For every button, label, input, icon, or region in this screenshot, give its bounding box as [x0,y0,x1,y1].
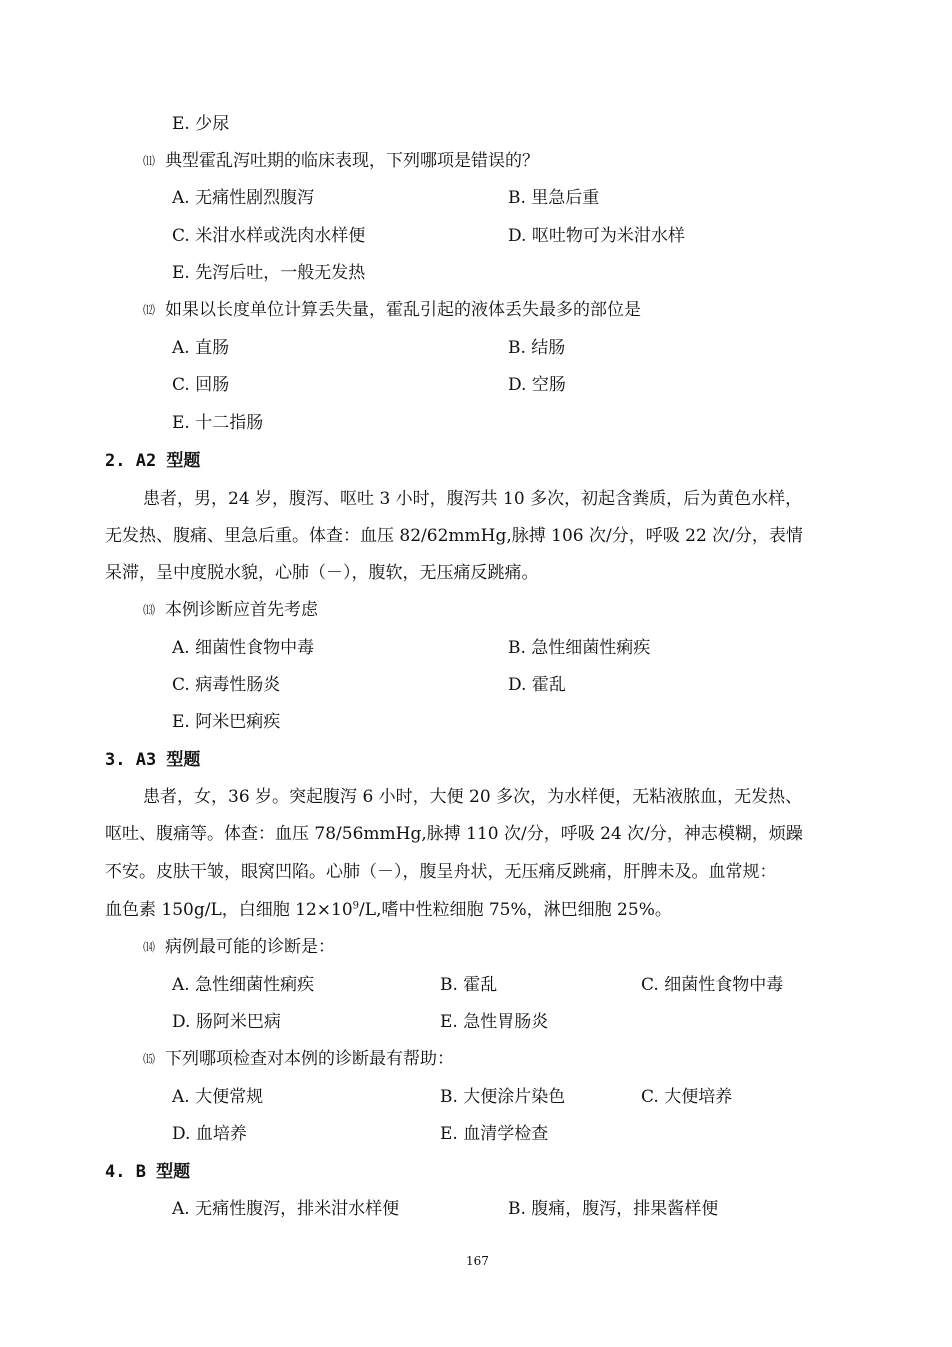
q13-option-c: C. 病毒性肠炎 [172,675,281,695]
section-b-heading: 4. B 型题 [105,1162,191,1182]
q12-option-b: B. 结肠 [508,338,566,358]
b-option-b: B. 腹痛，腹泻，排果酱样便 [508,1199,719,1219]
q12-number: ⑿ [143,303,156,317]
q15-option-e: E. 血清学检查 [440,1124,549,1144]
case2-line-4-part-2: /L,嗜中性粒细胞 75%，淋巴细胞 25%。 [359,900,672,920]
q15-stem-text: 下列哪项检查对本例的诊断最有帮助： [165,1049,454,1069]
q13-option-a: A. 细菌性食物中毒 [172,638,315,658]
case2-line-4 [105,899,672,921]
case1-line-3: 呆滞，呈中度脱水貌，心肺（－），腹软，无压痛反跳痛。 [105,563,539,583]
case2-line-2: 呕吐、腹痛等。体查：血压 78/56mmHg,脉搏 110 次/分，呼吸 24 次/分，神志模糊，烦躁 [105,824,803,844]
case1-line-2: 无发热、腹痛、里急后重。体查：血压 82/62mmHg,脉搏 106 次/分，呼吸 22 次/分，表情 [105,526,803,546]
b-option-a: A. 无痛性腹泻，排米泔水样便 [172,1199,400,1219]
q10-option-e: E. 少尿 [172,114,230,134]
q15-option-c: C. 大便培养 [641,1087,733,1107]
q14-option-b: B. 霍乱 [440,975,498,995]
q11-option-d: D. 呕吐物可为米泔水样 [508,226,685,246]
case2-line-4-exponent: 9 [352,900,360,912]
q11-option-c: C. 米泔水样或洗肉水样便 [172,226,366,246]
page-number: 167 [466,1254,489,1268]
case2-line-4-part-1: 血色素 150g/L，白细胞 12×10 [105,900,353,920]
q14-option-e: E. 急性胃肠炎 [440,1012,549,1032]
q15-stem [143,1048,454,1070]
q15-option-d: D. 血培养 [172,1124,247,1144]
case2-line-3: 不安。皮肤干皱，眼窝凹陷。心肺（－），腹呈舟状，无压痛反跳痛，肝脾未及。血常规： [105,862,777,882]
q14-option-c: C. 细菌性食物中毒 [641,975,784,995]
q12-option-d: D. 空肠 [508,375,566,395]
q12-option-a: A. 直肠 [172,338,230,358]
q11-option-a: A. 无痛性剧烈腹泻 [172,188,315,208]
q13-option-b: B. 急性细菌性痢疾 [508,638,651,658]
q15-number: ⒂ [143,1052,156,1066]
q14-option-d: D. 肠阿米巴病 [172,1012,281,1032]
q11-stem-text: 典型霍乱泻吐期的临床表现，下列哪项是错误的？ [165,151,539,171]
q11-option-e: E. 先泻后吐，一般无发热 [172,263,366,283]
q12-option-c: C. 回肠 [172,375,230,395]
section-a3-heading: 3. A3 型题 [105,750,201,770]
q14-stem [143,936,335,958]
q13-option-e: E. 阿米巴痢疾 [172,712,281,732]
case2-line-1: 患者，女，36 岁。突起腹泻 6 小时，大便 20 多次，为水样便，无粘液脓血，无发热、 [143,787,803,807]
q13-stem-text: 本例诊断应首先考虑 [165,600,318,620]
section-a2-heading: 2. A2 型题 [105,451,201,471]
q13-stem [143,599,318,621]
q11-option-b: B. 里急后重 [508,188,600,208]
q13-number: ⒀ [143,603,156,617]
q14-option-a: A. 急性细菌性痢疾 [172,975,315,995]
q13-option-d: D. 霍乱 [508,675,566,695]
q15-option-b: B. 大便涂片染色 [440,1087,566,1107]
q11-number: ⑾ [143,154,156,168]
q12-stem [143,299,641,321]
q12-option-e: E. 十二指肠 [172,413,264,433]
q12-stem-text: 如果以长度单位计算丢失量，霍乱引起的液体丢失最多的部位是 [165,300,641,320]
case1-line-1: 患者，男，24 岁，腹泻、呕吐 3 小时，腹泻共 10 多次，初起含粪质，后为黄色水样， [143,489,803,509]
q11-stem [143,150,539,172]
q15-option-a: A. 大便常规 [172,1087,264,1107]
q14-stem-text: 病例最可能的诊断是： [165,937,335,957]
q14-number: ⒁ [143,940,156,954]
